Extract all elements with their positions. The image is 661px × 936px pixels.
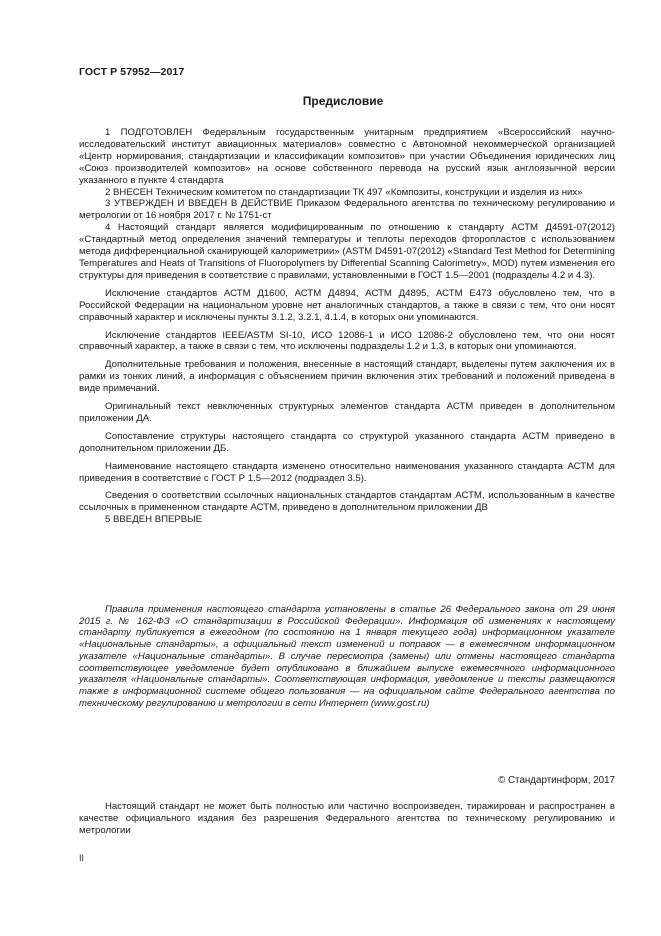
copyright-line: © Стандартинформ, 2017 <box>498 775 615 786</box>
reproduction-notice: Настоящий стандарт не может быть полностью или частично воспроизведен, тиражирован и распространен в качестве официального издания без разрешения Федерального агентства по техническому регулированию и метрологии <box>79 801 615 836</box>
paragraph-introduced: 5 ВВЕДЕН ВПЕРВЫЕ <box>105 514 203 526</box>
paragraph-approved: 3 УТВЕРЖДЕН И ВВЕДЕН В ДЕЙСТВИЕ Приказом Федерального агентства по техническому регулированию и метрологии от 16 ноября 2017 г. № 1751-ст <box>79 198 615 222</box>
paragraph-appendix-dv: Сведения о соответствии ссылочных национальных стандартов стандартам АСТМ, использованным в качестве ссылочных в примененном стандарте АСТМ, приведено в дополнительном приложении ДВ <box>79 490 615 514</box>
paragraph-title-change: Наименование настоящего стандарта изменено относительно наименования указанного стандарта АСТМ для приведения в соответствие с ГОСТ Р 1.5—2012 (подраздел 3.5). <box>79 460 615 484</box>
paragraph-submitted: 2 ВНЕСЕН Техническим комитетом по стандартизации ТК 497 «Композиты, конструкции и изделия из них» <box>105 186 583 198</box>
page-title: Предисловие <box>302 94 384 108</box>
paragraph-appendix-da: Оригинальный текст невключенных структурных элементов стандарта АСТМ приведен в дополнительном приложении ДА. <box>79 401 615 424</box>
paragraph-exclusion-iso: Исключение стандартов IEEE/ASTM SI-10, ИСО 12086-1 и ИСО 12086-2 обусловлено тем, что они носят справочный характер, а также в связи с тем, что исключены подразделы 1.2 и 1.3, в которых они упоминаются. <box>79 329 615 353</box>
paragraph-modified: 4 Настоящий стандарт является модифицированным по отношению к стандарту АСТМ Д4591-07(2012) «Стандартный метод определения значений температуры и теплоты переходов фторопластов с использованием метода дифференциальной сканирующей калориметрии» (ASTM D4591-07(2012) «Standard Test Method for Determining Temperatures and Heats of Transitions of Fluoropolymers by Differential Scanning Calorimetry», MOD) путем изменения его структуры для приведения в соответствие с правилами, установленными в ГОСТ 1.5—2001 (подразделы 4.2 и 4.3). <box>79 222 615 281</box>
page-number: II <box>79 853 85 863</box>
paragraph-prepared: 1 ПОДГОТОВЛЕН Федеральным государственным унитарным предприятием «Всероссийский научно-исследовательский институт авиационных материалов» совместно с Автономной некоммерческой организацией «Центр нормирования, стандартизации и классификации композитов» при участии Объединения юридических лиц «Союз производителей композитов» на основе собственного перевода на русский язык англоязычной версии указанного в пункте 4 стандарта <box>79 127 615 186</box>
paragraph-additional-requirements: Дополнительные требования и положения, внесенные в настоящий стандарт, выделены путем заключения их в рамки из тонких линий, а информация с объяснением причин включения этих требований и положений приведена в виде примечаний. <box>79 359 615 395</box>
paragraph-appendix-db: Сопоставление структуры настоящего стандарта со структурой указанного стандарта АСТМ приведено в дополнительном приложении ДБ. <box>79 430 615 454</box>
standard-code: ГОСТ Р 57952—2017 <box>79 66 185 78</box>
rules-notice: Правила применения настоящего стандарта установлены в статье 26 Федерального закона от 29 июня 2015 г. № 162-ФЗ «О стандартизации в Российской Федерации». Информация об изменениях к настоящему стандарту публикуется в ежегодном (по состоянию на 1 января текущего года) информационном указателе «Национальные стандарты», а официальный текст изменений и поправок — в ежемесячном информационном указателе «Национальные стандарты». В случае пересмотра (замены) или отмены настоящего стандарта соответствующее уведомление будет опубликовано в ближайшем выпуске ежемесячного информационного указателя «Национальные стандарты». Соответствующая информация, уведомление и тексты размещаются также в информационной системе общего пользования — на официальном сайте Федерального агентства по техническому регулированию и метрологии в сети Интернет (www.gost.ru) <box>79 604 615 709</box>
foreword-body <box>79 127 615 526</box>
paragraph-exclusion-astm: Исключение стандартов АСТМ Д1600, АСТМ Д4894, АСТМ Д4895, АСТМ Е473 обусловлено тем, что в Российской Федерации на национальном уровне нет аналогичных стандартов, а также в связи с тем, что они носят справочный характер и исключены пункты 3.1.2, 3.2.1, 4.1.4, в которых они упоминаются. <box>79 287 615 323</box>
